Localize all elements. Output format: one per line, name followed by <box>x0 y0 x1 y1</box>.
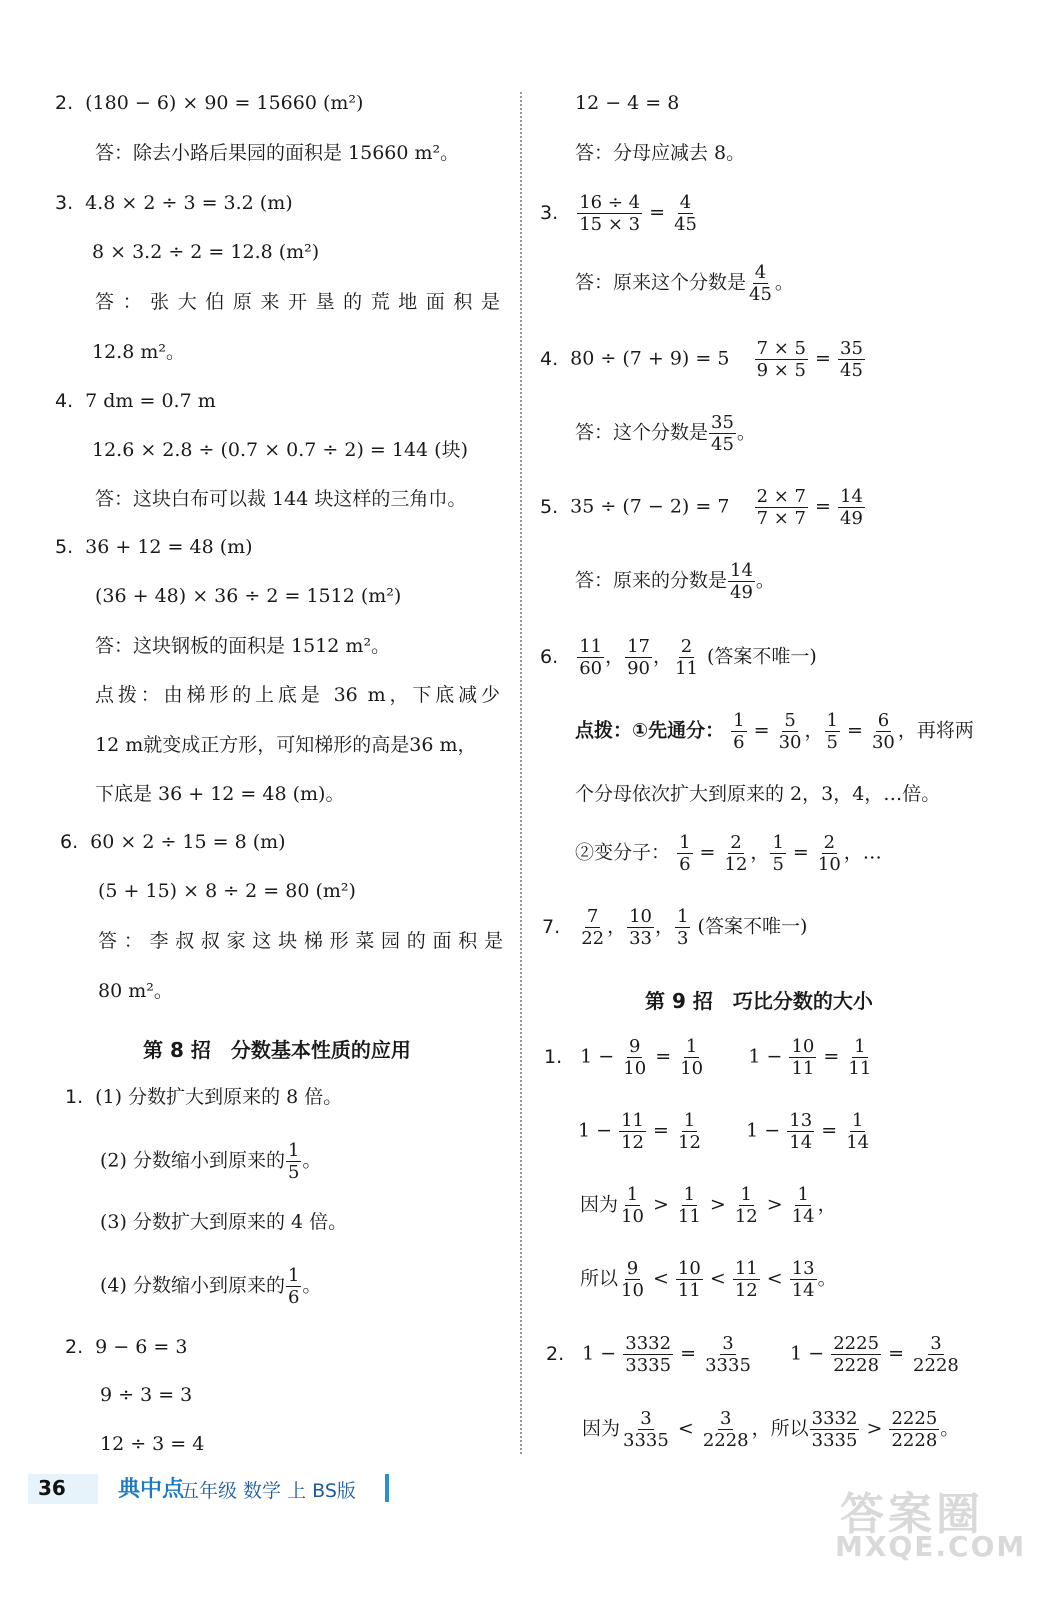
footer-bar <box>385 1474 389 1502</box>
answer-line: (2) 分数缩小到原来的 $\frac{1}{5}$ 。 <box>100 1140 322 1183</box>
answer-line: 答：原来的分数是 $\frac{14}{49}$ 。 <box>575 560 775 603</box>
hint-line: ②变分子： $\frac{1}{6}$ = $\frac{2}{12}$ ， $\frac{1}{5}$ = $\frac{2}{10}$ ，… <box>575 832 882 875</box>
answer-line: 3. 4.8 × 2 ÷ 3 = 3.2 (m) <box>55 192 293 214</box>
answer-line: 答：李叔叔家这块梯形菜园的面积是 <box>98 930 503 952</box>
section-heading-8: 第 8 招 分数基本性质的应用 <box>143 1038 411 1062</box>
watermark-logo: 答案圈 <box>840 1489 984 1540</box>
answer-line: 5. 35 ÷ (7 − 2) = 7 $\frac{2 \times 7}{7 \times 7}$ = $\frac{14}{49}$ <box>540 486 863 529</box>
answer-line: 1. 1 − $\frac{9}{10}$ = $\frac{1}{10}$ 1 − $\frac{10}{11}$ = $\frac{1}{11}$ <box>544 1036 872 1079</box>
hint-line: 点拨：①先通分： $\frac{1}{6}$ = $\frac{5}{30}$ ， $\frac{1}{5}$ = $\frac{6}{30}$ ，再将两 <box>575 710 974 753</box>
answer-line: 答：张大伯原来开垦的荒地面积是 <box>95 291 500 313</box>
answer-line: 答：除去小路后果园的面积是 15660 m²。 <box>95 142 460 164</box>
answer-line: 1. (1) 分数扩大到原来的 8 倍。 <box>65 1086 343 1108</box>
answer-line: (36 + 48) × 36 ÷ 2 = 1512 (m²) <box>95 585 402 607</box>
answer-line: 7. $\frac{7}{22}$ ， $\frac{10}{33}$ ， $\frac{1}{3}$ (答案不唯一) <box>542 906 808 949</box>
answer-line: 因为 $\frac{3}{3335}$ < $\frac{3}{2228}$ ，所以 $\frac{3332}{3335}$ > $\frac{2225}{2228}$ 。 <box>582 1408 960 1451</box>
answer-line: 1 − $\frac{11}{12}$ = $\frac{1}{12}$ 1 − $\frac{13}{14}$ = $\frac{1}{14}$ <box>578 1110 870 1153</box>
page-number: 36 <box>38 1476 66 1500</box>
hint-line: 点拨：由梯形的上底是 36 m，下底减少 <box>95 684 500 706</box>
column-divider <box>520 92 522 1454</box>
answer-line: 答：这块钢板的面积是 1512 m²。 <box>95 635 391 657</box>
answer-line: 80 m²。 <box>98 980 173 1002</box>
answer-line: 8 × 3.2 ÷ 2 = 12.8 (m²) <box>92 241 320 263</box>
answer-line: 因为 $\frac{1}{10}$ > $\frac{1}{11}$ > $\frac{1}{12}$ > $\frac{1}{14}$ ， <box>580 1184 837 1227</box>
hint-line: 个分母依次扩大到原来的 2，3，4，…倍。 <box>575 783 941 805</box>
hint-line: 下底是 36 + 12 = 48 (m)。 <box>95 783 345 805</box>
section-heading-9: 第 9 招 巧比分数的大小 <box>645 989 873 1013</box>
answer-line: 4. 7 dm = 0.7 m <box>55 390 216 412</box>
answer-line: 12 ÷ 3 = 4 <box>100 1433 205 1455</box>
answer-line: 2. 1 − $\frac{3332}{3335}$ = $\frac{3}{3335}$ 1 − $\frac{2225}{2228}$ = $\frac{3}{2228}$ <box>546 1333 959 1376</box>
answer-line: (4) 分数缩小到原来的 $\frac{1}{6}$ 。 <box>100 1265 322 1308</box>
answer-line: 2. (180 − 6) × 90 = 15660 (m²) <box>55 92 364 114</box>
answer-line: 答：分母应减去 8。 <box>575 142 746 164</box>
answer-line: 所以 $\frac{9}{10}$ < $\frac{10}{11}$ < $\frac{11}{12}$ < $\frac{13}{14}$ 。 <box>580 1258 837 1301</box>
answer-line: 答：这个分数是 $\frac{35}{45}$ 。 <box>575 412 756 455</box>
answer-line: 12.8 m²。 <box>92 341 185 363</box>
answer-line: (3) 分数扩大到原来的 4 倍。 <box>100 1211 348 1233</box>
answer-line: 2. 9 − 6 = 3 <box>65 1336 188 1358</box>
book-title: 五年级 数学 上 BS版 <box>180 1480 356 1502</box>
answer-line: 12 − 4 = 8 <box>575 92 680 114</box>
answer-line: 答：原来这个分数是 $\frac{4}{45}$ 。 <box>575 262 794 305</box>
answer-line: 4. 80 ÷ (7 + 9) = 5 $\frac{7 \times 5}{9 \times 5}$ = $\frac{35}{45}$ <box>540 338 863 381</box>
brand-logo: 典中点 <box>118 1477 185 1502</box>
answer-line: 9 ÷ 3 = 3 <box>100 1384 193 1406</box>
answer-line: 3. $\frac{16 \div 4}{15 \times 3}$ = $\frac{4}{45}$ <box>540 192 697 235</box>
hint-line: 12 m就变成正方形，可知梯形的高是36 m， <box>95 734 477 756</box>
watermark-url: MXQE.COM <box>835 1530 1027 1563</box>
answer-line: 12.6 × 2.8 ÷ (0.7 × 0.7 ÷ 2) = 144 (块) <box>92 439 468 461</box>
answer-line: 6. 60 × 2 ÷ 15 = 8 (m) <box>60 831 286 853</box>
answer-line: (5 + 15) × 8 ÷ 2 = 80 (m²) <box>98 880 356 902</box>
answer-line: 5. 36 + 12 = 48 (m) <box>55 536 253 558</box>
answer-line: 答：这块白布可以裁 144 块这样的三角巾。 <box>95 488 467 510</box>
answer-line: 6. $\frac{11}{60}$ ， $\frac{17}{90}$ ， $\frac{2}{11}$ (答案不唯一) <box>540 636 817 679</box>
